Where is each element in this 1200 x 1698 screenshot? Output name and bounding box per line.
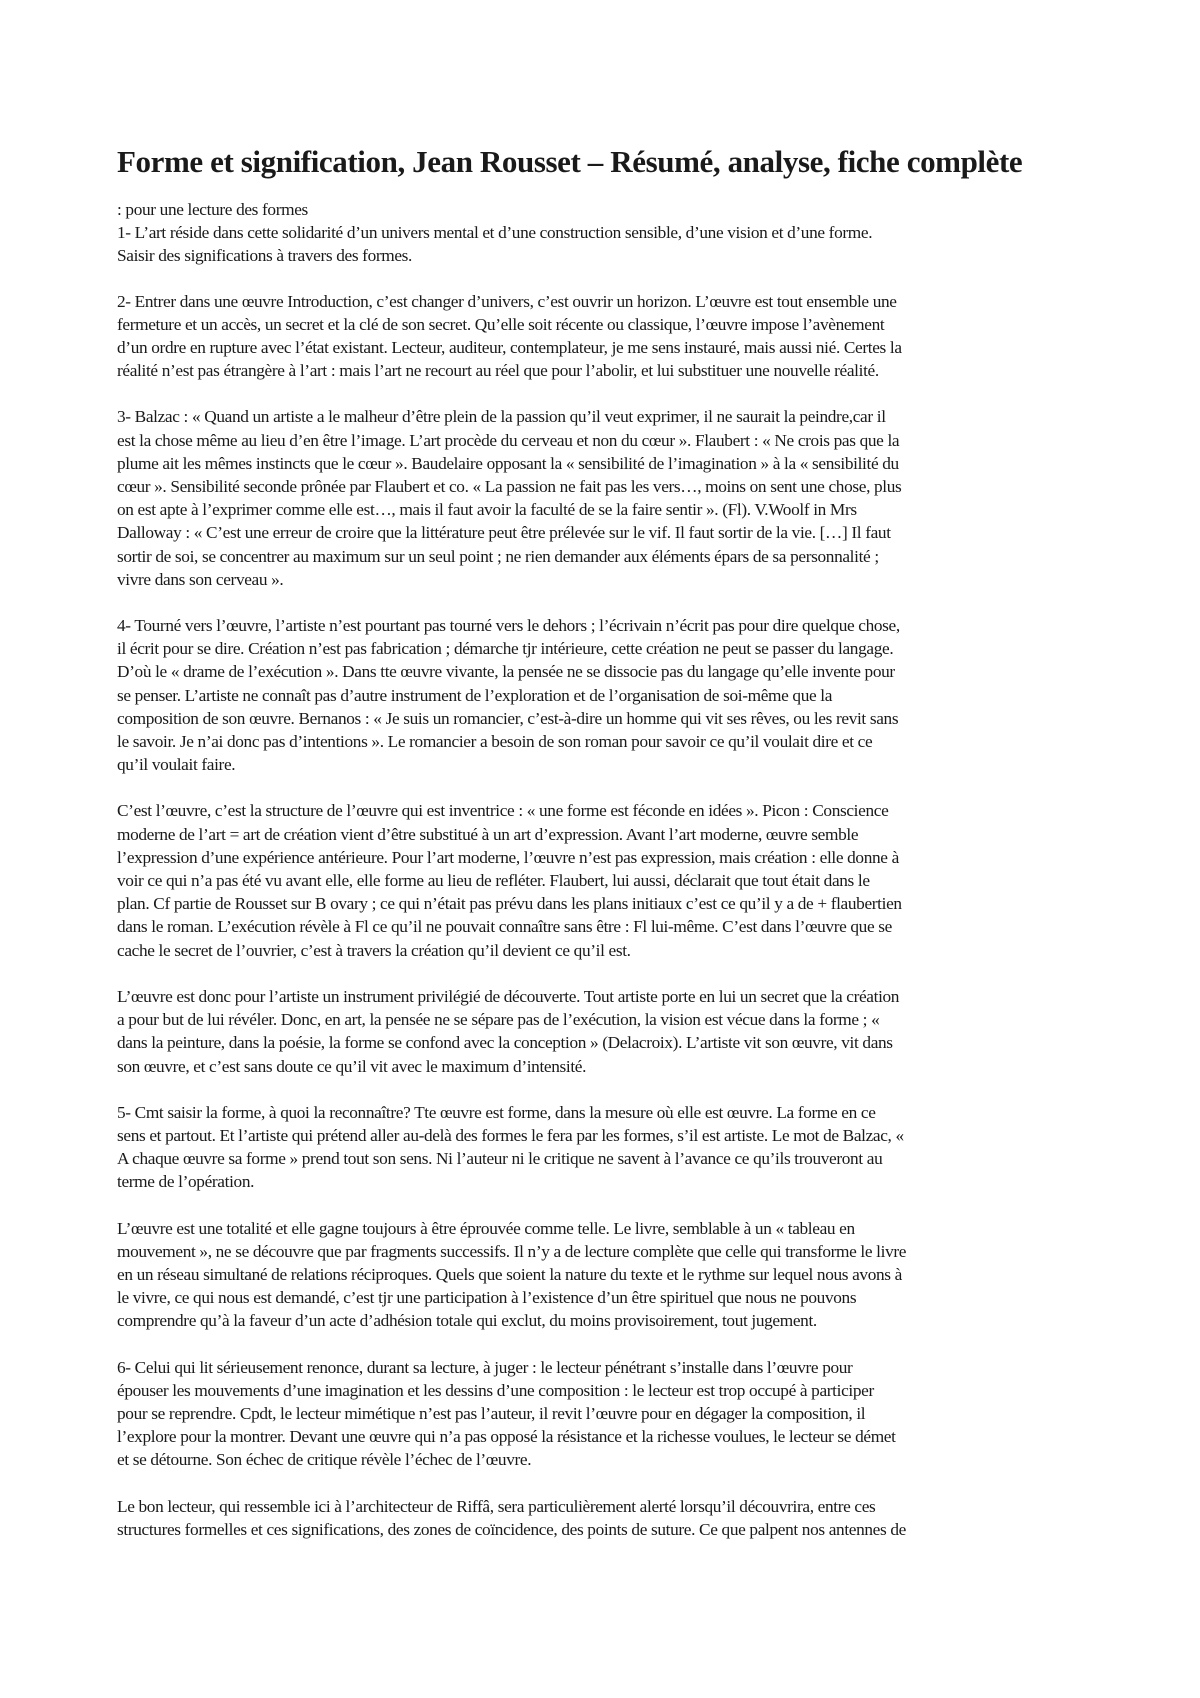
paragraph [117,1356,1090,1472]
intro-line: : pour une lecture des formes [117,200,308,219]
paragraph-line: 6- Celui qui lit sérieusement renonce, durant sa lecture, à juger : le lecteur pénétrant s’installe dans l’œuvre pour [117,1357,853,1377]
paragraph-line: d’un ordre en rupture avec l’état existant. Lecteur, auditeur, contemplateur, je me sens instauré, mais aussi nié. Certes la [117,338,902,358]
paragraph-line: 5- Cmt saisir la forme, à quoi la reconnaître? Tte œuvre est forme, dans la mesure où elle est œuvre. La forme en ce [117,1102,876,1122]
paragraph-line: composition de son œuvre. Bernanos : « Je suis un romancier, c’est-à-dire un homme qui vit ses rêves, ou les revit sans [117,708,899,728]
paragraph [117,799,1090,961]
paragraph-line: terme de l’opération. [117,1172,255,1192]
paragraph [117,985,1090,1078]
paragraph-line: D’où le « drame de l’exécution ». Dans tte œuvre vivante, la pensée ne se dissocie pas du langage qu’elle invente pour [117,662,895,682]
paragraph-line: dans la peinture, dans la poésie, la forme se confond avec la conception » (Delacroix). L’artiste vit son œuvre, vit dans [117,1033,893,1053]
paragraph-line: sens et partout. Et l’artiste qui prétend aller au-delà des formes le fera par les formes, s’il est artiste. Le mot de Balzac, « [117,1125,904,1145]
paragraph-line: réalité n’est pas étrangère à l’art : mais l’art ne recourt au réel que pour l’abolir, et lui substituer une nouvelle réalité. [117,361,879,381]
paragraph-line: qu’il voulait faire. [117,755,236,775]
paragraph-line: son œuvre, et c’est sans doute ce qu’il vit avec le maximum d’intensité. [117,1056,587,1076]
paragraph-line: fermeture et un accès, un secret et la clé de son secret. Qu’elle soit récente ou classique, l’œuvre impose l’avènement [117,314,885,334]
paragraph-line: 4- Tourné vers l’œuvre, l’artiste n’est pourtant pas tourné vers le dehors ; l’écrivain n’écrit pas pour dire quelque chose, [117,616,900,636]
paragraph-line: C’est l’œuvre, c’est la structure de l’œuvre qui est inventrice : « une forme est féconde en idées ». Picon : Conscience [117,801,889,821]
paragraph-line: A chaque œuvre sa forme » prend tout son sens. Ni l’auteur ni le critique ne savent à l’avance ce qu’ils trouveront au [117,1149,883,1169]
paragraph-line: on est apte à l’exprimer comme elle est…, mais il faut avoir la faculté de se la faire sentir ». (Fl). V.Woolf in Mrs [117,500,857,520]
paragraph-line: épouser les mouvements d’une imagination et les dessins d’une composition : le lecteur est trop occupé à participer [117,1380,874,1400]
paragraph-line: voir ce qui n’a pas été vu avant elle, elle forme au lieu de refléter. Flaubert, lui aussi, déclarait que tout était dans le [117,871,870,891]
paragraph-line: et se détourne. Son échec de critique révèle l’échec de l’œuvre. [117,1450,532,1470]
paragraph-line: dans le roman. L’exécution révèle à Fl ce qu’il ne pouvait connaître sans être : Fl lui-même. C’est dans l’œuvre que se [117,917,892,937]
paragraph-line: est la chose même au lieu d’en être l’image. L’art procède du cerveau et non du cœur ». Flaubert : « Ne crois pas que la [117,430,900,450]
paragraph-line: a pour but de lui révéler. Donc, en art, la pensée ne se sépare pas de l’exécution, la vision est vécue dans la forme ; « [117,1010,880,1030]
paragraph [117,1101,1090,1194]
paragraph-line: structures formelles et ces significations, des zones de coïncidence, des points de suture. Ce que palpent nos antennes de [117,1519,906,1539]
paragraph-line: 2- Entrer dans une œuvre Introduction, c’est changer d’univers, c’est ouvrir un horizon. L’œuvre est tout ensemble une [117,291,897,311]
paragraph-line: plan. Cf partie de Rousset sur B ovary ; ce qui n’était pas prévu dans les plans initiaux c’est ce qu’il y a de + flaubertien [117,894,902,914]
paragraph [117,1217,1090,1333]
paragraph-line: cœur ». Sensibilité seconde prônée par Flaubert et co. « La passion ne fait pas les vers…, moins on sent une chose, plus [117,477,902,497]
paragraph-line: cache le secret de l’ouvrier, c’est à travers la création qu’il devient ce qu’il est. [117,940,631,960]
paragraph-line: 3- Balzac : « Quand un artiste a le malheur d’être plein de la passion qu’il veut exprimer, il ne saurait la peindre,car il [117,407,886,427]
paragraph-line: le vivre, ce qui nous est demandé, c’est tjr une participation à l’existence d’un être spirituel que nous ne pouvons [117,1288,857,1308]
paragraph-line: plume ait les mêmes instincts que le cœur ». Baudelaire opposant la « sensibilité de l’imagination » à la « sensibilité du [117,453,899,473]
paragraph-line: l’explore pour la montrer. Devant une œuvre qui n’a pas opposé la résistance et la richesse voulues, le lecteur se démet [117,1427,896,1447]
paragraph-line: l’expression d’une expérience antérieure. Pour l’art moderne, l’œuvre n’est pas expression, mais création : elle donne à [117,847,899,867]
paragraph [117,405,1090,591]
paragraph-line: L’œuvre est une totalité et elle gagne toujours à être éprouvée comme telle. Le livre, semblable à un « tableau en [117,1218,855,1238]
paragraph-line: sortir de soi, se concentrer au maximum sur un seul point ; ne rien demander aux éléments épars de sa personnalité ; [117,546,879,566]
intro-line: 1- L’art réside dans cette solidarité d’un univers mental et d’une construction sensible, d’une vision et d’une forme. [117,223,873,243]
paragraph-line: moderne de l’art = art de création vient d’être substitué à un art d’expression. Avant l’art moderne, œuvre semble [117,824,859,844]
paragraph-line: se penser. L’artiste ne connaît pas d’autre instrument de l’exploration et de l’organisation de soi-même que la [117,685,833,705]
paragraph-line: mouvement », ne se découvre que par fragments successifs. Il n’y a de lecture complète que celle qui transforme le livre [117,1241,907,1261]
document-title: Forme et signification, Jean Rousset – Résumé, analyse, fiche complète [117,144,1023,179]
paragraph [117,1495,1090,1541]
intro-block [117,198,1090,268]
paragraph-line: en un réseau simultané de relations réciproques. Quels que soient la nature du texte et le rythme sur lequel nous avons à [117,1264,902,1284]
paragraph-line: pour se reprendre. Cpdt, le lecteur mimétique n’est pas l’auteur, il revit l’œuvre pour en dégager la composition, il [117,1403,866,1423]
paragraph-line: vivre dans son cerveau ». [117,569,284,589]
paragraph [117,614,1090,776]
intro-line: Saisir des significations à travers des formes. [117,246,413,266]
paragraph-line: L’œuvre est donc pour l’artiste un instrument privilégié de découverte. Tout artiste porte en lui un secret que la création [117,986,900,1006]
body-text [117,290,1090,1541]
paragraph-line: Dalloway : « C’est une erreur de croire que la littérature peut être prélevée sur le vif. Il faut sortir de la vie. […] Il faut [117,523,891,543]
paragraph-line: le savoir. Je n’ai donc pas d’intentions ». Le romancier a besoin de son roman pour savoir ce qu’il voulait dire et ce [117,732,873,752]
paragraph [117,290,1090,383]
paragraph-line: il écrit pour se dire. Création n’est pas fabrication ; démarche tjr intérieure, cette création ne peut se passer du langage. [117,639,894,659]
paragraph-line: comprendre qu’à la faveur d’un acte d’adhésion totale qui exclut, du moins provisoirement, tout jugement. [117,1311,817,1331]
paragraph-line: Le bon lecteur, qui ressemble ici à l’architecteur de Riffâ, sera particulièrement alerté lorsqu’il découvrira, entre ces [117,1496,876,1516]
